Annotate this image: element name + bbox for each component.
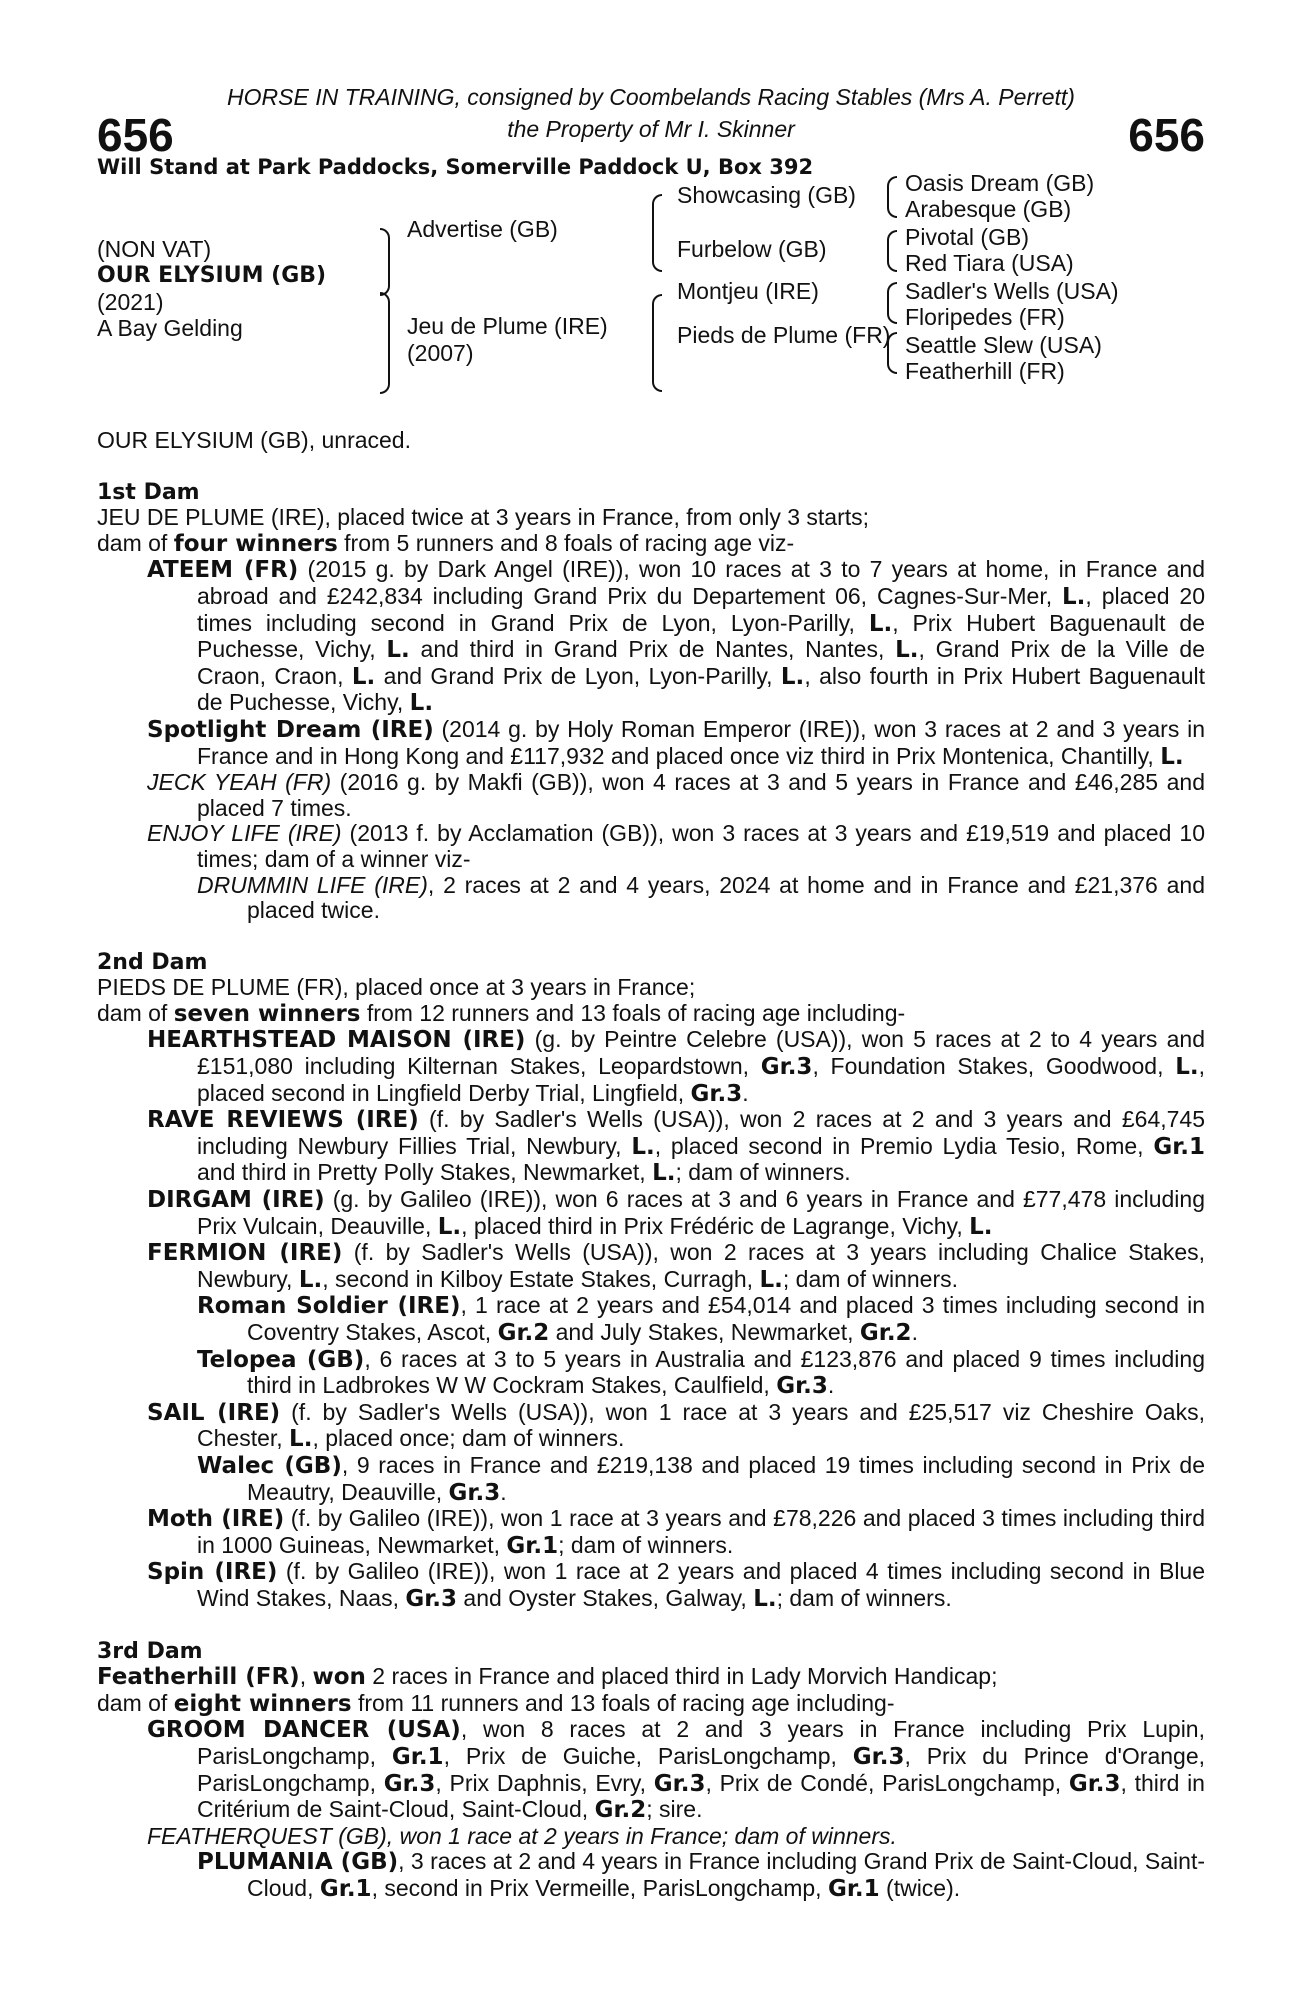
produce-entry: GROOM DANCER (USA), won 8 races at 2 and 3 years in France including Prix Lupin, ParisLongchamp, Gr.1, Prix de Guiche, ParisLongchamp, Gr.3, Prix du Prince d'Orange, ParisLongchamp, Gr.3, Prix Daphnis, Evry, Gr.3, Prix de Condé, ParisLongchamp, Gr.3, third in Critérium de Saint-Cloud, Saint-Cloud, Gr.2; sire. bbox=[147, 1716, 1206, 1824]
first-dam-section bbox=[97, 480, 1205, 924]
produce-entry: RAVE REVIEWS (IRE) (f. by Sadler's Wells (USA)), won 2 races at 2 and 3 years and £64,745 including Newbury Fillies Trial, Newbury, L., placed second in Premio Lydia Tesio, Rome, Gr.1 and third in Pretty Polly Stakes, Newmarket, L.; dam of winners. bbox=[147, 1106, 1205, 1187]
lot-number-right: 656 bbox=[1128, 109, 1205, 161]
horse-year: (2021) bbox=[97, 289, 164, 315]
third-dam-section bbox=[97, 1639, 1205, 1903]
produce-summary: dam of eight winners from 11 runners and 13 foals of racing age including- bbox=[97, 1689, 895, 1717]
produce-entry: Walec (GB), 9 races in France and £219,138 and placed 19 times including second in Prix de Meautry, Deauville, Gr.3. bbox=[197, 1451, 1205, 1506]
sire: Advertise (GB) bbox=[407, 216, 558, 242]
stand-location: Will Stand at Park Paddocks, Somerville Paddock U, Box 392 bbox=[97, 155, 814, 179]
produce-entry: FEATHERQUEST (GB), won 1 race at 2 years in France; dam of winners. bbox=[147, 1822, 897, 1849]
produce-entry: ENJOY LIFE (IRE) (2013 f. by Acclamation (GB)), won 3 races at 3 years and £19,519 and placed 10 times; dam of a winner viz- bbox=[147, 820, 1205, 872]
brace bbox=[887, 332, 897, 374]
dam: Jeu de Plume (IRE) bbox=[407, 313, 608, 339]
consignment-line: HORSE IN TRAINING, consigned by Coombelands Racing Stables (Mrs A. Perrett) bbox=[227, 84, 1075, 110]
produce-entry: Telopea (GB), 6 races at 3 to 5 years in Australia and £123,876 and placed 9 times including third in Ladbrokes W W Cockram Stakes, Caulfield, Gr.3. bbox=[197, 1345, 1205, 1400]
dam-sire: Montjeu (IRE) bbox=[677, 278, 819, 304]
sire-sire: Showcasing (GB) bbox=[677, 182, 856, 208]
produce-entry: Spin (IRE) (f. by Galileo (IRE)), won 1 race at 2 years and placed 4 times including second in Blue Wind Stakes, Naas, Gr.3 and Oyster Stakes, Galway, L.; dam of winners. bbox=[147, 1558, 1206, 1612]
section-heading: 2nd Dam bbox=[97, 949, 208, 975]
brace bbox=[887, 282, 897, 324]
race-record: OUR ELYSIUM (GB), unraced. bbox=[97, 427, 411, 453]
property-line: the Property of Mr I. Skinner bbox=[507, 116, 795, 142]
dam-sire-sire: Sadler's Wells (USA) bbox=[905, 278, 1119, 304]
produce-entry: Spotlight Dream (IRE) (2014 g. by Holy Roman Emperor (IRE)), won 3 races at 2 and 3 years in France and in Hong Kong and £117,932 and placed once viz third in Prix Montenica, Chantilly, L. bbox=[147, 715, 1205, 770]
catalogue-body bbox=[97, 428, 1205, 1902]
produce-entry: FERMION (IRE) (f. by Sadler's Wells (USA)), won 2 races at 3 years including Chalice Stakes, Newbury, L., second in Kilboy Estate Stakes, Curragh, L.; dam of winners. bbox=[147, 1239, 1206, 1293]
dam-year: (2007) bbox=[407, 340, 474, 366]
produce-summary: dam of seven winners from 12 runners and 13 foals of racing age including- bbox=[97, 999, 906, 1027]
horse-description: A Bay Gelding bbox=[97, 315, 243, 341]
vat-status: (NON VAT) bbox=[97, 236, 212, 262]
dam-line: PIEDS DE PLUME (FR), placed once at 3 years in France; bbox=[97, 974, 696, 1001]
pedigree-table bbox=[97, 170, 1205, 428]
dam-dam-sire: Seattle Slew (USA) bbox=[905, 332, 1102, 358]
brace bbox=[887, 230, 897, 272]
brace bbox=[652, 294, 662, 392]
produce-entry: ATEEM (FR) (2015 g. by Dark Angel (IRE)), won 10 races at 3 to 7 years at home, in France and abroad and £242,834 including Grand Prix du Departement 06, Cagnes-Sur-Mer, L., placed 20 times including second in Grand Prix de Lyon, Lyon-Parilly, L., Prix Hubert Baguenault de Puchesse, Vichy, L. and third in Grand Prix de Nantes, Nantes, L., Grand Prix de la Ville de Craon, Craon, L. and Grand Prix de Lyon, Lyon-Parilly, L., also fourth in Prix Hubert Baguenault de Puchesse, Vichy, L. bbox=[147, 556, 1205, 717]
produce-entry: Moth (IRE) (f. by Galileo (IRE)), won 1 race at 3 years and £78,226 and placed 3 times including third in 1000 Guineas, Newmarket, Gr.1; dam of winners. bbox=[147, 1505, 1205, 1559]
section-heading: 3rd Dam bbox=[97, 1638, 203, 1664]
lot-number-left: 656 bbox=[97, 109, 174, 161]
dam-dam: Pieds de Plume (FR) bbox=[677, 322, 891, 348]
dam-dam-dam: Featherhill (FR) bbox=[905, 358, 1065, 384]
brace bbox=[380, 228, 390, 296]
produce-entry: PLUMANIA (GB), 3 races at 2 and 4 years in France including Grand Prix de Saint-Cloud, Saint-Cloud, Gr.1, second in Prix Vermeille, ParisLongchamp, Gr.1 (twice). bbox=[197, 1848, 1205, 1902]
sire-dam-sire: Pivotal (GB) bbox=[905, 224, 1029, 250]
produce-entry: DIRGAM (IRE) (g. by Galileo (IRE)), won 6 races at 3 and 6 years in France and £77,478 including Prix Vulcain, Deauville, L., placed third in Prix Frédéric de Lagrange, Vichy, L. bbox=[147, 1186, 1205, 1240]
dam-line: Featherhill (FR), won 2 races in France and placed third in Lady Morvich Handicap; bbox=[97, 1663, 998, 1691]
produce-summary: dam of four winners from 5 runners and 8 foals of racing age viz- bbox=[97, 529, 795, 557]
second-dam-section bbox=[97, 950, 1205, 1613]
sire-sire-dam: Arabesque (GB) bbox=[905, 196, 1072, 222]
sire-sire-sire: Oasis Dream (GB) bbox=[905, 170, 1095, 196]
produce-entry: HEARTHSTEAD MAISON (IRE) (g. by Peintre Celebre (USA)), won 5 races at 2 to 4 years and £151,080 including Kilternan Stakes, Leopardstown, Gr.3, Foundation Stakes, Goodwood, L., placed second in Lingfield Derby Trial, Lingfield, Gr.3. bbox=[147, 1026, 1205, 1107]
dam-sire-dam: Floripedes (FR) bbox=[905, 304, 1065, 330]
brace bbox=[652, 194, 662, 272]
produce-entry: JECK YEAH (FR) (2016 g. by Makfi (GB)), won 4 races at 3 and 5 years in France and £46,285 and placed 7 times. bbox=[147, 769, 1205, 821]
produce-entry: SAIL (IRE) (f. by Sadler's Wells (USA)), won 1 race at 3 years and £25,517 viz Cheshire Oaks, Chester, L., placed once; dam of winners. bbox=[147, 1398, 1205, 1453]
produce-entry: DRUMMIN LIFE (IRE), 2 races at 2 and 4 years, 2024 at home and in France and £21,376 and placed twice. bbox=[197, 871, 1205, 924]
sire-dam: Furbelow (GB) bbox=[677, 236, 827, 262]
horse-name: OUR ELYSIUM (GB) bbox=[97, 263, 327, 288]
sire-dam-dam: Red Tiara (USA) bbox=[905, 250, 1074, 276]
dam-line: JEU DE PLUME (IRE), placed twice at 3 years in France, from only 3 starts; bbox=[97, 504, 870, 531]
produce-entry: Roman Soldier (IRE), 1 race at 2 years and £54,014 and placed 3 times including second in Coventry Stakes, Ascot, Gr.2 and July Stakes, Newmarket, Gr.2. bbox=[197, 1292, 1205, 1346]
brace bbox=[380, 292, 390, 394]
section-heading: 1st Dam bbox=[97, 479, 200, 505]
catalogue-page bbox=[97, 82, 1205, 1902]
brace bbox=[887, 176, 897, 218]
